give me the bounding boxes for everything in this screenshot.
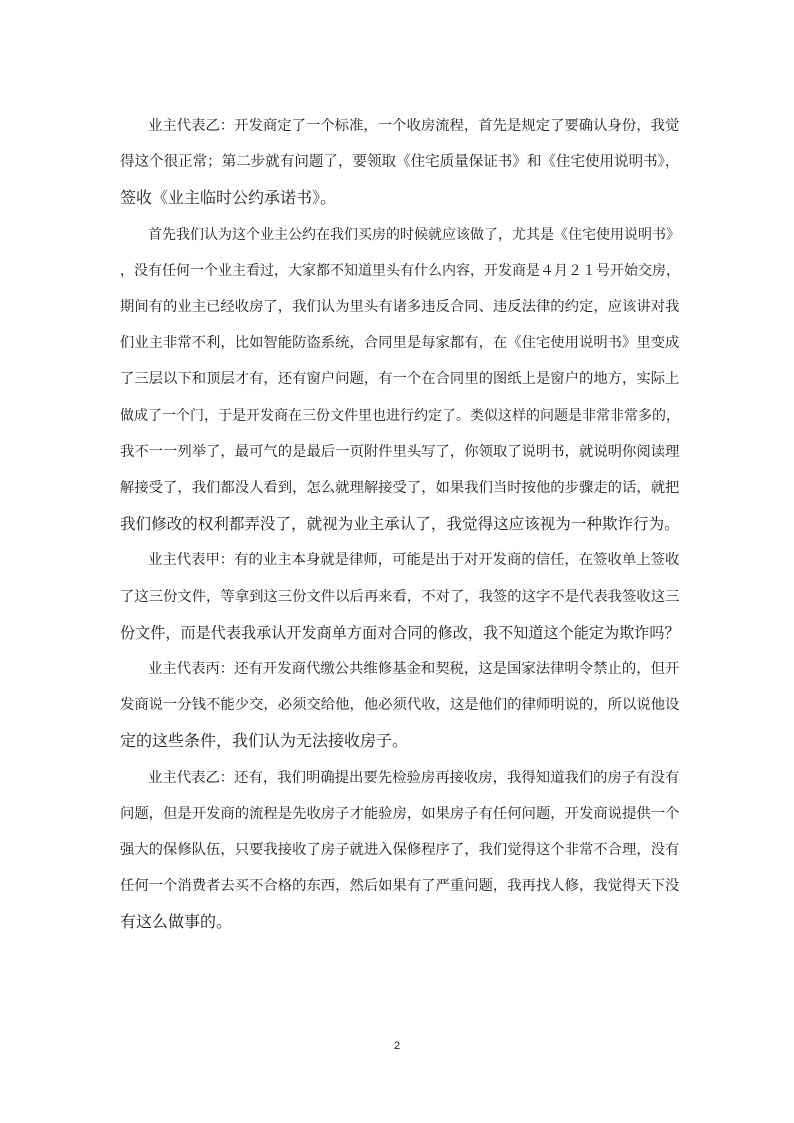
paragraph-owner-a bbox=[120, 542, 680, 651]
paragraph-manual-issue bbox=[120, 217, 680, 543]
paragraph-owner-c bbox=[120, 651, 680, 760]
text-line: 有这么做事的。 bbox=[120, 912, 233, 932]
text-line: 解接受了，我们都没人看到，怎么就理解接受了，如果我们当时按他的步骤走的话，就把 bbox=[120, 480, 680, 497]
text-line: 了三层以下和顶层才有，还有窗户问题，有一个在合同里的图纸上是窗户的地方，实际上 bbox=[120, 371, 680, 388]
text-line: 定的这些条件，我们认为无法接收房子。 bbox=[120, 731, 409, 751]
text-line: 业主代表丙：还有开发商代缴公共维修基金和契税，这是国家法律明令禁止的，但开 bbox=[148, 661, 680, 678]
paragraph-owner-b-intro bbox=[120, 108, 680, 217]
text-line: 们业主非常不利，比如智能防盗系统，合同里是每家都有，在《住宅使用说明书》里变成 bbox=[120, 335, 680, 352]
paragraph-owner-b-inspection bbox=[120, 760, 680, 941]
text-line: 了这三份文件，等拿到这三份文件以后再来看，不对了，我签的这字不是代表我签收这三 bbox=[120, 588, 680, 605]
text-line: ，没有任何一个业主看过，大家都不知道里头有什么内容，开发商是４月２１号开始交房， bbox=[120, 262, 680, 279]
text-line: 发商说一分钱不能少交，必须交给他，他必须代收，这是他们的律师明说的，所以说他设 bbox=[120, 697, 680, 714]
text-line: 任何一个消费者去买不合格的东西，然后如果有了严重问题，我再找人修，我觉得天下没 bbox=[120, 878, 680, 895]
text-line: 我不一一列举了，最可气的是最后一页附件里头写了，你领取了说明书，就说明你阅读理 bbox=[120, 443, 680, 460]
text-line: 得这个很正常；第二步就有问题了，要领取《住宅质量保证书》和《住宅使用说明书》， bbox=[120, 154, 680, 171]
text-line: 强大的保修队伍，只要我接收了房子就进入保修程序了，我们觉得这个非常不合理，没有 bbox=[120, 842, 680, 859]
text-line: 业主代表乙：还有，我们明确提出要先检验房再接收房，我得知道我们的房子有没有 bbox=[148, 769, 680, 786]
page-number: 2 bbox=[393, 1040, 401, 1052]
text-line: 问题，但是开发商的流程是先收房子才能验房，如果房子有任何问题，开发商说提供一个 bbox=[120, 805, 680, 822]
text-line: 业主代表甲：有的业主本身就是律师，可能是出于对开发商的信任，在签收单上签收 bbox=[148, 552, 680, 569]
text-line: 业主代表乙：开发商定了一个标准，一个收房流程，首先是规定了要确认身份，我觉 bbox=[148, 118, 680, 134]
document-body bbox=[120, 108, 680, 941]
text-line: 签收《业主临时公约承诺书》。 bbox=[120, 188, 337, 208]
text-line: 份文件，而是代表我承认开发商单方面对合同的修改，我不知道这个能定为欺诈吗？ bbox=[120, 623, 680, 642]
text-line: 做成了一个门，于是开发商在三份文件里也进行约定了。类似这样的问题是非常非常多的， bbox=[120, 407, 680, 424]
text-line: 我们修改的权利都弄没了，就视为业主承认了，我觉得这应该视为一种欺诈行为。 bbox=[120, 515, 680, 534]
text-line: 首先我们认为这个业主公约在我们买房的时候就应该做了，尤其是《住宅使用说明书》 bbox=[148, 226, 680, 243]
text-line: 期间有的业主已经收房了，我们认为里头有诸多违反合同、违反法律的约定，应该讲对我 bbox=[120, 299, 680, 316]
